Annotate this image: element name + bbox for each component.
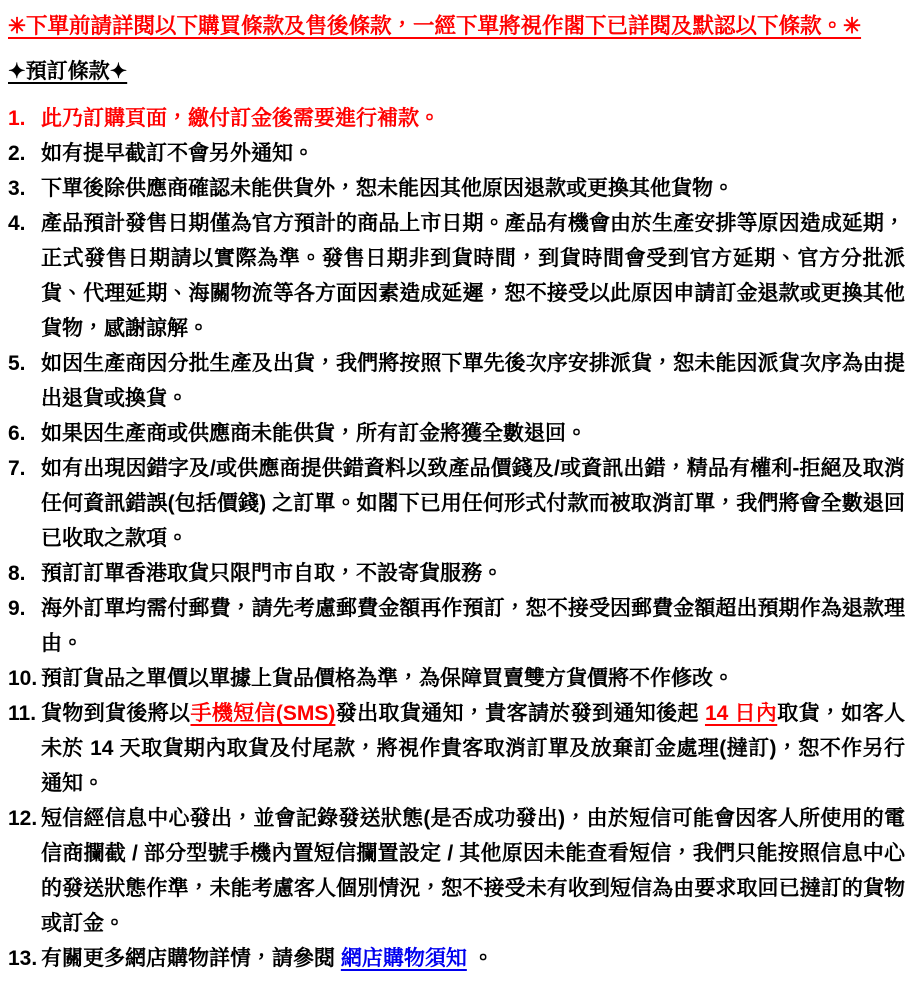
term-text bbox=[41, 556, 905, 591]
term-number: 6. bbox=[8, 422, 26, 445]
term-segment: 海外訂單均需付郵費，請先考慮郵費金額再作預訂，恕不接受因郵費金額超出預期作為退款理由。 bbox=[41, 597, 905, 655]
terms-list bbox=[8, 101, 905, 976]
term-item-1 bbox=[8, 101, 905, 136]
term-number: 13. bbox=[8, 947, 38, 970]
term-number: 7. bbox=[8, 457, 26, 480]
term-text bbox=[41, 591, 905, 661]
term-segment: 如果因生產商或供應商未能供貨，所有訂金將獲全數退回。 bbox=[41, 422, 587, 445]
term-segment-highlight: 此乃訂購頁面，繳付訂金後需要進行補款。 bbox=[41, 107, 440, 130]
term-segment: 預訂貨品之單價以單據上貨品價格為準，為保障買賣雙方貨價將不作修改。 bbox=[41, 667, 734, 690]
term-text bbox=[41, 416, 905, 451]
term-item-9 bbox=[8, 591, 905, 661]
term-number: 2. bbox=[8, 142, 26, 165]
term-segment: 預訂訂單香港取貨只限門市自取，不設寄貨服務。 bbox=[41, 562, 503, 585]
term-segment: 產品預計發售日期僅為官方預計的商品上市日期。產品有機會由於生產安排等原因造成延期，正式發售日期請以實際為準。發售日期非到貨時間，到貨時間會受到官方延期、官方分批派貨、代理延期、海關物流等各方面因素造成延遲，恕不接受以此原因申請訂金退款或更換其他貨物，感謝諒解。 bbox=[41, 212, 905, 340]
term-item-5 bbox=[8, 346, 905, 416]
term-item-7 bbox=[8, 451, 905, 556]
term-number: 4. bbox=[8, 212, 26, 235]
pre-order-warning-header: ✳下單前請詳閱以下購買條款及售後條款，一經下單將視作閣下已詳閱及默認以下條款。✳ bbox=[8, 14, 862, 38]
term-item-12 bbox=[8, 801, 905, 941]
term-segment-highlight: 手機短信(SMS) bbox=[190, 702, 336, 725]
term-item-2 bbox=[8, 136, 905, 171]
term-segment: 如有提早截訂不會另外通知。 bbox=[41, 142, 314, 165]
term-segment: 如有出現因錯字及/或供應商提供錯資料以致產品價錢及/或資訊出錯，精品有權利-拒絕及取消任何資訊錯誤(包括價錢) 之訂單。如閣下已用任何形式付款而被取消訂單，我們將會全數退回已收取之款項。 bbox=[41, 457, 905, 550]
term-number: 9. bbox=[8, 597, 26, 620]
term-segment: 短信經信息中心發出，並會記錄發送狀態(是否成功發出)，由於短信可能會因客人所使用的電信商攔截 / 部分型號手機內置短信攔置設定 / 其他原因未能查看短信，我們只能按照信息中心的發送狀態作準，未能考慮客人個別情況，恕不接受未有收到短信為由要求取回已撻訂的貨物或訂金。 bbox=[41, 807, 905, 935]
term-segment: 如因生產商因分批生產及出貨，我們將按照下單先後次序安排派貨，恕未能因派貨次序為由提出退貨或換貨。 bbox=[41, 352, 905, 410]
term-segment: 貨物到貨後將以 bbox=[41, 702, 191, 725]
term-text bbox=[41, 136, 905, 171]
term-text bbox=[41, 101, 905, 136]
term-number: 11. bbox=[8, 702, 37, 725]
section-title: ✦預訂條款✦ bbox=[8, 60, 128, 83]
term-segment: 有關更多網店購物詳情，請參閱 bbox=[41, 947, 341, 970]
term-segment: 。 bbox=[466, 947, 494, 970]
term-segment-highlight: 14 日內 bbox=[704, 702, 778, 725]
term-number: 3. bbox=[8, 177, 26, 200]
term-number: 1. bbox=[8, 107, 26, 130]
term-number: 8. bbox=[8, 562, 26, 585]
term-item-6 bbox=[8, 416, 905, 451]
term-number: 12. bbox=[8, 807, 38, 830]
term-text bbox=[41, 451, 905, 556]
term-text bbox=[41, 206, 905, 346]
term-text bbox=[41, 941, 905, 976]
term-text bbox=[41, 171, 905, 206]
term-item-4 bbox=[8, 206, 905, 346]
term-number: 10. bbox=[8, 667, 38, 690]
term-item-3 bbox=[8, 171, 905, 206]
term-text bbox=[41, 801, 905, 941]
term-number: 5. bbox=[8, 352, 26, 375]
term-text bbox=[41, 696, 905, 801]
term-item-10 bbox=[8, 661, 905, 696]
term-segment: 發出取貨通知，貴客請於發到通知後起 bbox=[335, 702, 705, 725]
term-segment: 下單後除供應商確認未能供貨外，恕未能因其他原因退款或更換其他貨物。 bbox=[41, 177, 734, 200]
term-item-11 bbox=[8, 696, 905, 801]
term-segment: 取貨，如客人未於 14 天取貨期內取貨及付尾款，將視作貴客取消訂單及放棄訂金處理(撻訂)，恕不作另行通知。 bbox=[41, 702, 906, 795]
term-item-8 bbox=[8, 556, 905, 591]
shop-guide-link[interactable]: 網店購物須知 bbox=[340, 947, 467, 970]
term-text bbox=[41, 346, 905, 416]
term-text bbox=[41, 661, 905, 696]
term-item-13 bbox=[8, 941, 905, 976]
